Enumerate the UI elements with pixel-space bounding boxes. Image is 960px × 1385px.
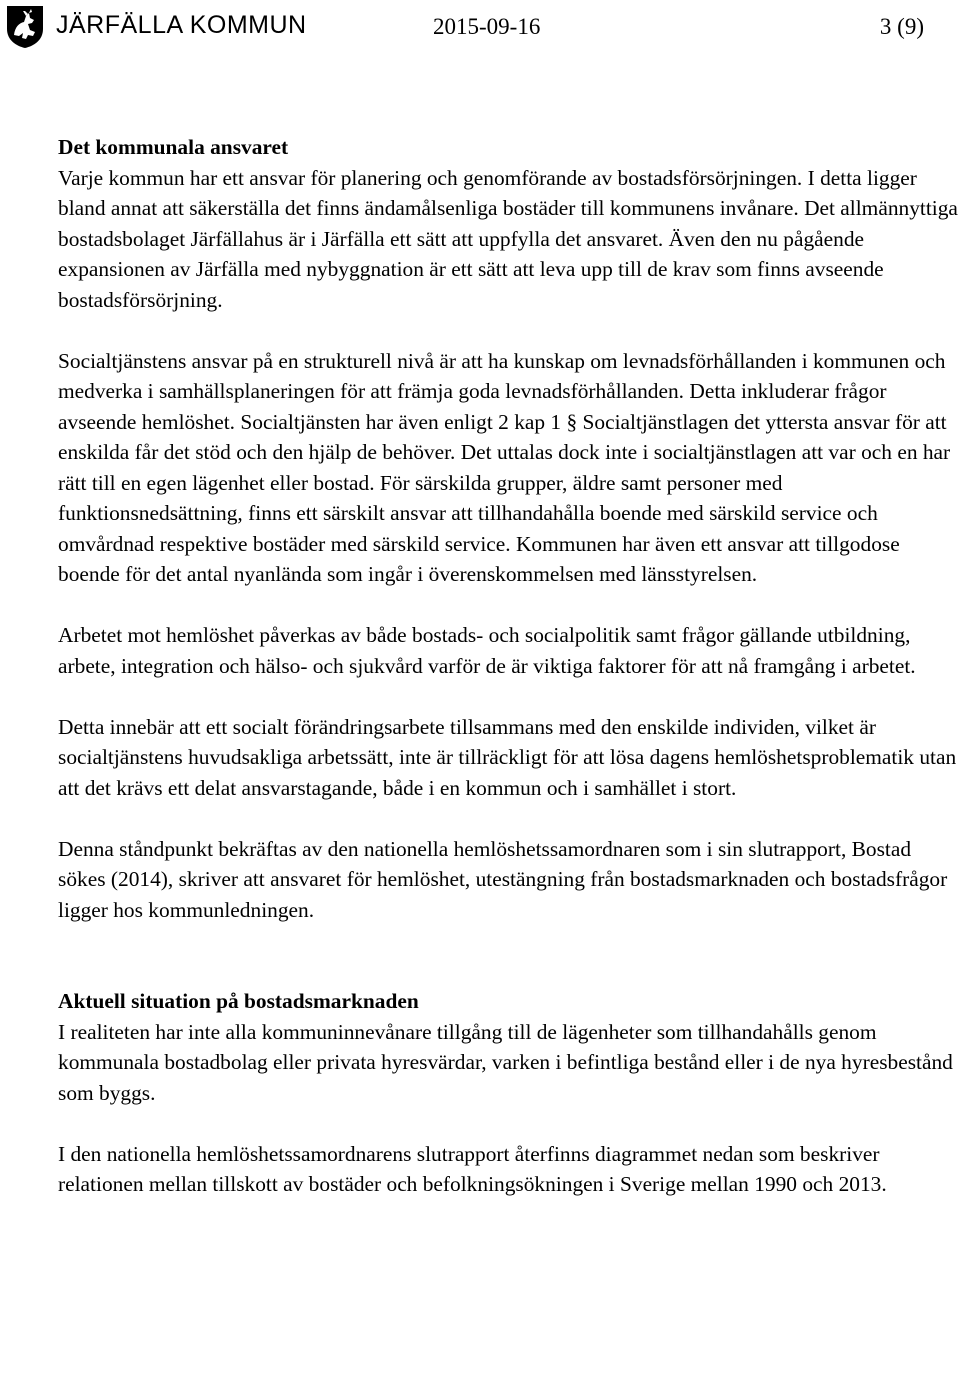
paragraph: I den nationella hemlöshetssamordnarens slutrapport återfinns diagrammet nedan som beskriver relationen mellan tillskott av bostäder och befolkningsökningen i Sverige mellan 1990 och 2013. — [58, 1141, 887, 1196]
paragraph: I realiteten har inte alla kommuninnevånare tillgång till de lägenheter som tillhandahålls genom kommunala bostadbolag eller privata hyresvärdar, varken i befintliga bestånd eller i de nya hyresbestånd som byggs. — [58, 1019, 953, 1105]
document-body — [58, 132, 960, 1200]
paragraph: Denna ståndpunkt bekräftas av den nationella hemlöshetssamordnaren som i sin slutrapport, Bostad sökes (2014), skriver att ansvaret för hemlöshet, utestängning från bostadsmarknaden och bostadsfrågor ligger hos kommunledningen. — [58, 836, 948, 922]
paragraph: Socialtjänstens ansvar på en strukturell nivå är att ha kunskap om levnadsförhållanden i kommunen och medverka i samhällsplaneringen för att främja goda levnadsförhållanden. Detta inkluderar frågor avseende hemlöshet. Socialtjänsten har även enligt 2 kap 1 § Socialtjänstlagen det yttersta ansvar för att enskilda får det stöd och den hjälp de behöver. Det uttalas dock inte i socialtjänstlagen att var och en har rätt till en egen lägenhet eller bostad. För särskilda grupper, äldre samt personer med funktionsnedsättning, finns ett särskilt ansvar att tillhandahålla boende med särskild service och omvårdnad respektive bostäder med särskild service. Kommunen har även ett ansvar att tillgodose boende för det antal nyanlända som ingår i överenskommelsen med länsstyrelsen. — [58, 348, 951, 586]
paragraph: Arbetet mot hemlöshet påverkas av både bostads- och socialpolitik samt frågor gällande utbildning, arbete, integration och hälso- och sjukvård varför de är viktiga faktorer för att nå framgång i arbetet. — [58, 623, 916, 678]
paragraph: Varje kommun har ett ansvar för planering och genomförande av bostadsförsörjningen. I detta ligger bland annat att säkerställa det finns ändamålsenliga bostäder till kommunens invånare. Det allmännyttiga bostadsbolaget Järfällahus är i Järfälla ett sätt att uppfylla det ansvaret. Även den nu pågående expansionen av Järfälla med nybyggnation är ett sätt att leva upp till de krav som finns avseende bostadsförsörjning. — [58, 165, 958, 312]
jarfalla-coat-of-arms-icon — [6, 5, 44, 49]
page-number: 3 (9) — [879, 14, 924, 39]
page-header — [0, 0, 960, 56]
section-heading-housing-market: Aktuell situation på bostadsmarknaden — [58, 989, 419, 1013]
paragraph: Detta innebär att ett socialt förändringsarbete tillsammans med den enskilde individen, vilket är socialtjänstens huvudsakliga arbetssätt, inte är tillräckligt för att lösa dagens hemlöshetsproblematik utan att det krävs ett delat ansvarstagande, både i en kommun och i samhället i stort. — [58, 714, 957, 800]
organization-name: JÄRFÄLLA KOMMUN — [56, 11, 307, 39]
document-date: 2015-09-16 — [433, 14, 541, 39]
section-heading-municipal-responsibility: Det kommunala ansvaret — [58, 135, 289, 159]
